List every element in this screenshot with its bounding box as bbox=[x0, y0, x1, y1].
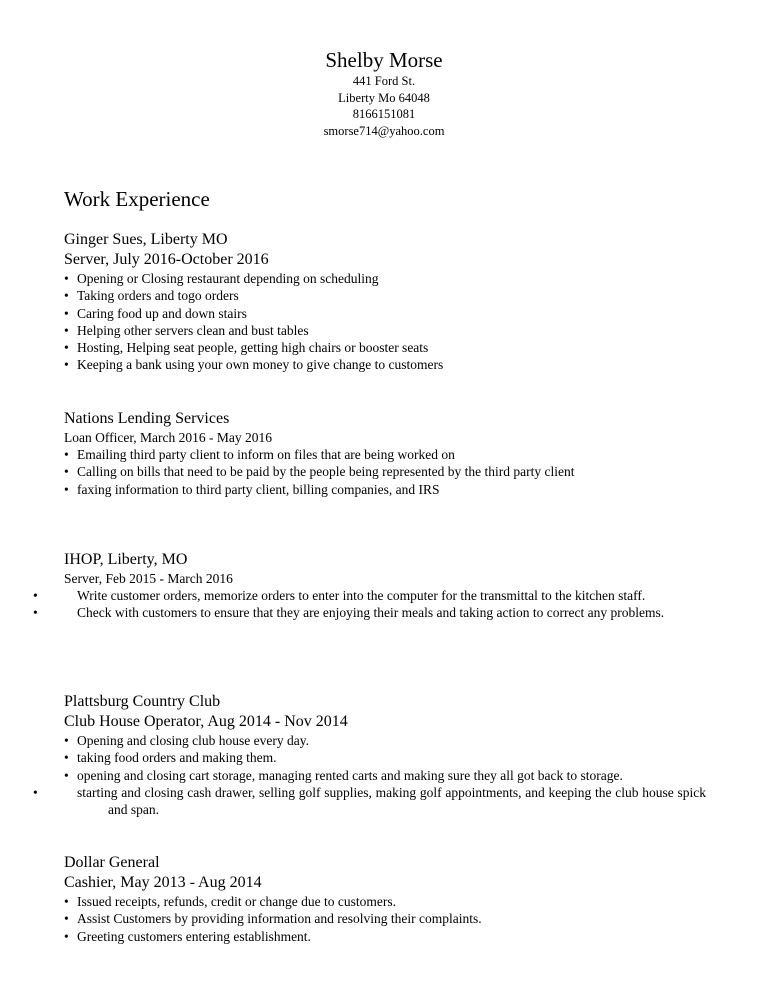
job-employer: Dollar General bbox=[64, 854, 160, 871]
duty-item: • Check with customers to ensure that they are enjoying their meals and taking action to correct any problems. bbox=[64, 604, 706, 621]
duty-item: • starting and closing cash drawer, selling golf supplies, making golf appointments, and keeping the club house spick and span. bbox=[64, 784, 706, 819]
job-entry bbox=[64, 409, 706, 498]
job-duties bbox=[64, 587, 706, 622]
duty-item: • Keeping a bank using your own money to give change to customers bbox=[64, 356, 706, 373]
job-duties bbox=[64, 732, 706, 818]
work-experience-heading: Work Experience bbox=[64, 187, 210, 211]
candidate-name: Shelby Morse bbox=[325, 48, 443, 72]
job-role: Loan Officer, March 2016 - May 2016 bbox=[64, 430, 273, 445]
city-line: Liberty Mo 64048 bbox=[338, 90, 430, 105]
job-entry bbox=[64, 550, 706, 622]
duty-item: • Assist Customers by providing information and resolving their complaints. bbox=[64, 910, 706, 927]
duty-item: • Taking orders and togo orders bbox=[64, 287, 706, 304]
duty-item: • Caring food up and down stairs bbox=[64, 305, 706, 322]
job-entry bbox=[64, 230, 706, 374]
duty-item: • Emailing third party client to inform on files that are being worked on bbox=[64, 446, 706, 463]
duty-item: • Write customer orders, memorize orders to enter into the computer for the transmittal to the kitchen staff. bbox=[64, 587, 706, 604]
duty-item: • Greeting customers entering establishment. bbox=[64, 928, 706, 945]
duty-item: • Issued receipts, refunds, credit or change due to customers. bbox=[64, 893, 706, 910]
job-employer: Ginger Sues, Liberty MO bbox=[64, 231, 228, 248]
duty-item: • Calling on bills that need to be paid by the people being represented by the third party client bbox=[64, 463, 706, 480]
job-entry bbox=[64, 853, 706, 945]
duty-item: • opening and closing cart storage, managing rented carts and making sure they all got back to storage. bbox=[64, 767, 706, 784]
job-employer: IHOP, Liberty, MO bbox=[64, 551, 188, 568]
duty-item: • Helping other servers clean and bust tables bbox=[64, 322, 706, 339]
job-duties bbox=[64, 893, 706, 945]
resume-header bbox=[0, 47, 768, 139]
job-role: Cashier, May 2013 - Aug 2014 bbox=[64, 874, 262, 891]
job-employer: Nations Lending Services bbox=[64, 410, 230, 427]
job-duties bbox=[64, 446, 706, 498]
job-role: Club House Operator, Aug 2014 - Nov 2014 bbox=[64, 713, 348, 730]
job-duties bbox=[64, 270, 706, 374]
duty-item: • taking food orders and making them. bbox=[64, 749, 706, 766]
duty-item: • Hosting, Helping seat people, getting high chairs or booster seats bbox=[64, 339, 706, 356]
duty-item: • Opening and closing club house every day. bbox=[64, 732, 706, 749]
duty-item: • faxing information to third party client, billing companies, and IRS bbox=[64, 481, 706, 498]
email-line: smorse714@yahoo.com bbox=[323, 123, 445, 138]
phone-line: 8166151081 bbox=[352, 107, 416, 121]
job-employer: Plattsburg Country Club bbox=[64, 693, 221, 710]
duty-item: • Opening or Closing restaurant depending on scheduling bbox=[64, 270, 706, 287]
address-line: 441 Ford St. bbox=[352, 74, 416, 88]
job-role: Server, Feb 2015 - March 2016 bbox=[64, 571, 233, 586]
job-entry bbox=[64, 692, 706, 818]
job-role: Server, July 2016-October 2016 bbox=[64, 251, 269, 268]
